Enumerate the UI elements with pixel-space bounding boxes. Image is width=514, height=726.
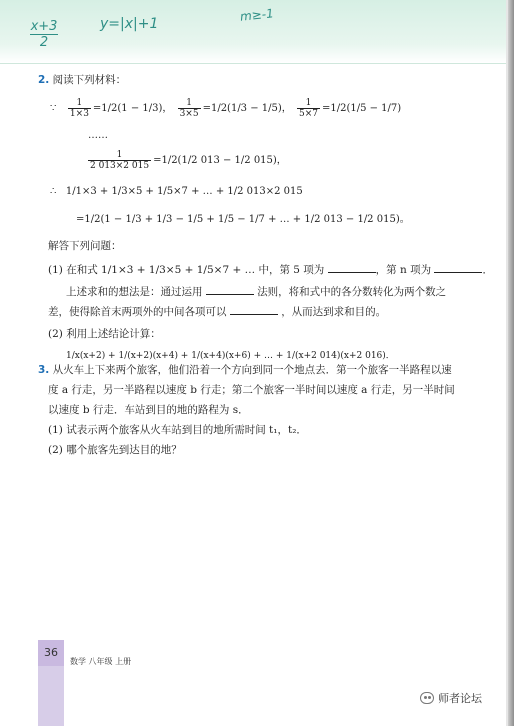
because-symbol: ∵	[50, 103, 57, 114]
handwriting-frac-den: 2	[39, 35, 49, 50]
q3-part1: (1) 试表示两个旅客从火车站到目的地所需时间 t₁，t₂．	[48, 424, 307, 436]
q2-part1-line3	[48, 304, 386, 320]
watermark	[420, 690, 482, 706]
part1-line2-b: 法则，将和式中的各分数转化为两个数之	[257, 286, 447, 298]
frac-1-3x5	[178, 98, 201, 119]
q2-sum-line	[50, 184, 303, 200]
q3-number: 3.	[38, 364, 50, 376]
frac-1-1x3	[68, 98, 91, 119]
handwriting-fraction	[30, 20, 58, 49]
q3-line1	[38, 362, 452, 378]
answer-blank-rule[interactable]	[206, 285, 254, 295]
handwriting-equation: y=|x|+1	[100, 16, 159, 32]
line1-eq-c: =1/2(1/5 − 1/7)	[321, 103, 402, 114]
frac-num: 1	[76, 98, 83, 108]
q3-line3: 以速度 b 行走．车站到目的地的路程为 s．	[48, 404, 249, 416]
line1-eq-a: =1/2(1 − 1/3)，	[92, 103, 173, 114]
q2-part1-line2	[66, 284, 446, 300]
sum-expression: 1/1×3 + 1/3×5 + 1/5×7 + … + 1/2 013×2 015	[65, 186, 303, 197]
footer-color-strip	[38, 666, 64, 726]
part1-text-a: 在和式 1/1×3 + 1/3×5 + 1/5×7 + … 中，第 5 项为	[66, 264, 325, 276]
q2-number: 2.	[38, 74, 50, 86]
q3-part2: (2) 哪个旅客先到达目的地？	[48, 444, 182, 456]
frac-den: 1×3	[69, 109, 89, 119]
q2-part2-line1	[48, 326, 161, 342]
part1-label: (1)	[48, 264, 63, 276]
q2-part1-line1: (1) 在和式 1/1×3 + 1/3×5 + 1/5×7 + … 中，第 5 项为 ，第 n 项为 ．	[48, 264, 493, 276]
handwriting-inequality: m≥-1	[239, 6, 275, 24]
frac-num: 1	[305, 98, 312, 108]
header-band	[0, 0, 514, 64]
wechat-icon	[420, 692, 434, 704]
answer-blank-termn[interactable]	[434, 263, 482, 273]
q2-line2	[86, 150, 287, 171]
answer-blank-term5[interactable]	[328, 263, 376, 273]
q2-ellipsis: ……	[88, 130, 108, 141]
q2-part2-expression: 1/x(x+2) + 1/(x+2)(x+4) + 1/(x+4)(x+6) + … + 1/(x+2 014)(x+2 016)．	[66, 351, 395, 361]
frac-num: 1	[116, 150, 123, 160]
frac-den: 2 013×2 015	[90, 161, 150, 171]
frac-num: 1	[186, 98, 192, 108]
line1-eq-b: =1/2(1/3 − 1/5)，	[202, 103, 292, 114]
part1-line2-a: 上述求和的想法是：通过运用	[66, 286, 203, 298]
answer-blank-cancel[interactable]	[230, 305, 278, 315]
q2-line1	[50, 98, 401, 119]
line2-eq: =1/2(1/2 013 − 1/2 015)，	[153, 155, 287, 166]
part2-text: 利用上述结论计算：	[66, 328, 161, 340]
part1-line3-b: ，从而达到求和目的。	[281, 306, 387, 318]
frac-den: 3×5	[179, 109, 199, 119]
handwriting-frac-num: x+3	[30, 19, 58, 34]
q2-header	[38, 72, 126, 88]
part1-text-b: ，第 n 项为	[375, 264, 432, 276]
q3-text-line1: 从火车上下来两个旅客，他们沿着一个方向到同一个地点去．第一个旅客一半路程以速	[52, 364, 452, 376]
watermark-text: 师者论坛	[438, 692, 482, 705]
part2-label: (2)	[48, 328, 63, 340]
therefore-symbol: ∴	[50, 186, 57, 197]
part1-line3-a: 差，使得除首末两项外的中间各项可以	[48, 306, 227, 318]
book-title: 数学 八年级 上册	[70, 657, 132, 666]
page-edge	[508, 0, 514, 726]
q3-line2: 度 a 行走，另一半路程以速度 b 行走；第二个旅客一半时间以速度 a 行走，另一半时间	[48, 384, 455, 396]
page-number: 36	[38, 640, 64, 666]
frac-1-5x7	[297, 98, 320, 119]
q2-title: 阅读下列材料：	[52, 74, 127, 86]
frac-den: 5×7	[298, 109, 318, 119]
frac-1-2013x2015	[88, 150, 151, 171]
q2-sum-eq: =1/2(1 − 1/3 + 1/3 − 1/5 + 1/5 − 1/7 + … + 1/2 013 − 1/2 015)。	[76, 214, 410, 225]
q2-solve-title: 解答下列问题：	[48, 240, 122, 252]
